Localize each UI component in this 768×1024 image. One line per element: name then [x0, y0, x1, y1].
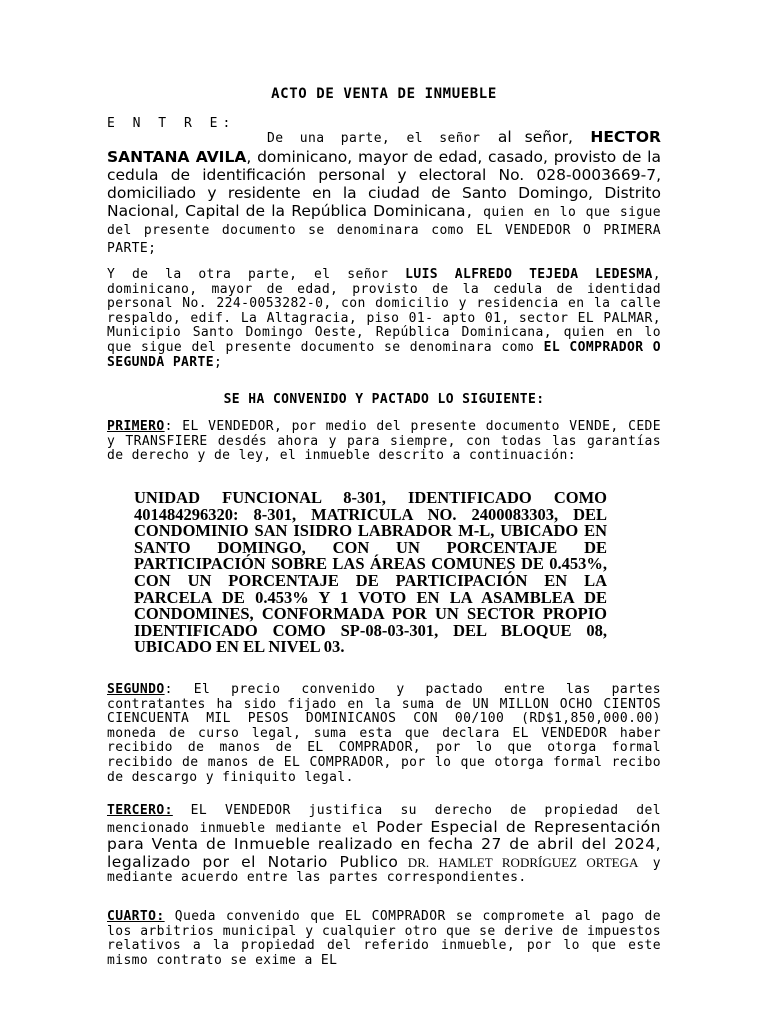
- first-party-role: , quien en lo que sigue del presente documento se denominara como EL VENDEDOR O PRIMERA PARTE;: [107, 205, 661, 256]
- property-description: [134, 490, 607, 656]
- first-party-intro-2: al señor,: [497, 128, 573, 146]
- property-description-text: UNIDAD FUNCIONAL 8-301, IDENTIFICADO COMO 401484296320: 8-301, MATRICULA NO. 2400083303, DEL CONDOMINIO SAN ISIDRO LABRADOR M-L, UBICADO EN SANTO DOMINGO, CON UN PORCENTAJE DE PARTICIPACIÓN SOBRE LAS ÁREAS COMUNES DE 0.453%, CON UN PORCENTAJE DE PARTICIPACIÓN EN LA PARCELA DE 0.453% Y 1 VOTO EN LA ASAMBLEA DE CONDOMINES, CONFORMADA POR UN SECTOR PROPIO IDENTIFICADO COMO SP-08-03-301, DEL BLOQUE 08, UBICADO EN EL NIVEL 03: [134, 488, 607, 657]
- clause-primero-text: : EL VENDEDOR, por medio del presente documento VENDE, CEDE y TRANSFIERE desdés ahora y para siempre, con todas las garantías de derecho y de ley, el inmueble descrito a continuación:: [107, 419, 661, 464]
- document-title: ACTO DE VENTA DE INMUEBLE: [271, 86, 497, 102]
- clause-segundo: [107, 683, 661, 785]
- second-party-end: ;: [213, 354, 223, 370]
- clause-tercero-text-1: EL VENDEDOR justifica su derecho de propiedad del mencionado inmueble mediante el: [107, 803, 661, 836]
- notary-name: DR. HAMLET RODRÍGUEZ ORTEGA: [398, 854, 639, 870]
- clause-tercero-label: TERCERO:: [107, 803, 173, 818]
- clause-cuarto: [107, 910, 661, 968]
- clause-cuarto-label: CUARTO:: [107, 909, 165, 924]
- entre-label: E N T R E:: [107, 116, 236, 131]
- buyer-name: LUIS ALFREDO TEJEDA LEDESMA: [405, 267, 653, 282]
- second-party-body: , dominicano, mayor de edad, provisto de la cedula de identidad personal No. 224-0053282-0, con domicilio y residencia en la calle respaldo, edif. La Altagracia, piso 01- apto 01, sector EL PALMAR, Municipio Santo Domingo Oeste, República Dominicana, quien en lo que sigue del presente documento se denominara como: [107, 267, 661, 355]
- second-party-paragraph: [107, 268, 661, 370]
- clause-primero-label: PRIMERO: [107, 419, 165, 434]
- second-party-intro: Y de la otra parte, el señor: [107, 267, 389, 282]
- clause-cuarto-text: Queda convenido que EL COMPRADOR se compromete al pago de los arbitrios municipal y cualquier otro que se derive de impuestos relativos a la propiedad del referido inmueble, por lo que este mismo contrato se exime a EL: [107, 909, 661, 968]
- clause-primero: [107, 420, 661, 464]
- seller-name: HECTOR SANTANA AVILA: [107, 128, 661, 166]
- clause-tercero-power-text: Poder Especial de Representación para Venta de Inmueble realizado en fecha 27 de abril del 2024, legalizado por el Notario Publico: [107, 817, 661, 871]
- clause-segundo-text: : El precio convenido y pactado entre las partes contratantes ha sido fijado en la suma de UN MILLON OCHO CIENTOS CIENCUENTA MIL PESOS DOMINICANOS CON 00/100 (RD$1,850,000.00) moneda de curso legal, suma esta que declara EL VENDEDOR haber recibido de manos de EL COMPRADOR, por lo que otorga formal recibido de manos de EL COMPRADOR, por lo que otorga formal recibo de descargo y finiquito legal.: [107, 682, 661, 785]
- first-party-body: , dominicano, mayor de edad, casado, provisto de la cedula de identificación personal y electoral No. 028-0003669-7, domiciliado y residente en la ciudad de Santo Domingo, Distrito Nacional, Capital de la República Dominicana: [107, 148, 661, 220]
- clause-segundo-label: SEGUNDO: [107, 682, 165, 697]
- clause-tercero-text-2: y mediante acuerdo entre las partes correspondientes.: [107, 855, 661, 886]
- property-description-end: .: [340, 637, 345, 657]
- agreement-heading: SE HA CONVENIDO Y PACTADO LO SIGUIENTE:: [223, 392, 545, 407]
- buyer-role: EL COMPRADOR O SEGUNDA PARTE: [107, 339, 662, 370]
- first-party-paragraph: [107, 128, 661, 256]
- first-party-intro: De una parte, el señor: [267, 131, 481, 146]
- clause-tercero: [107, 804, 661, 886]
